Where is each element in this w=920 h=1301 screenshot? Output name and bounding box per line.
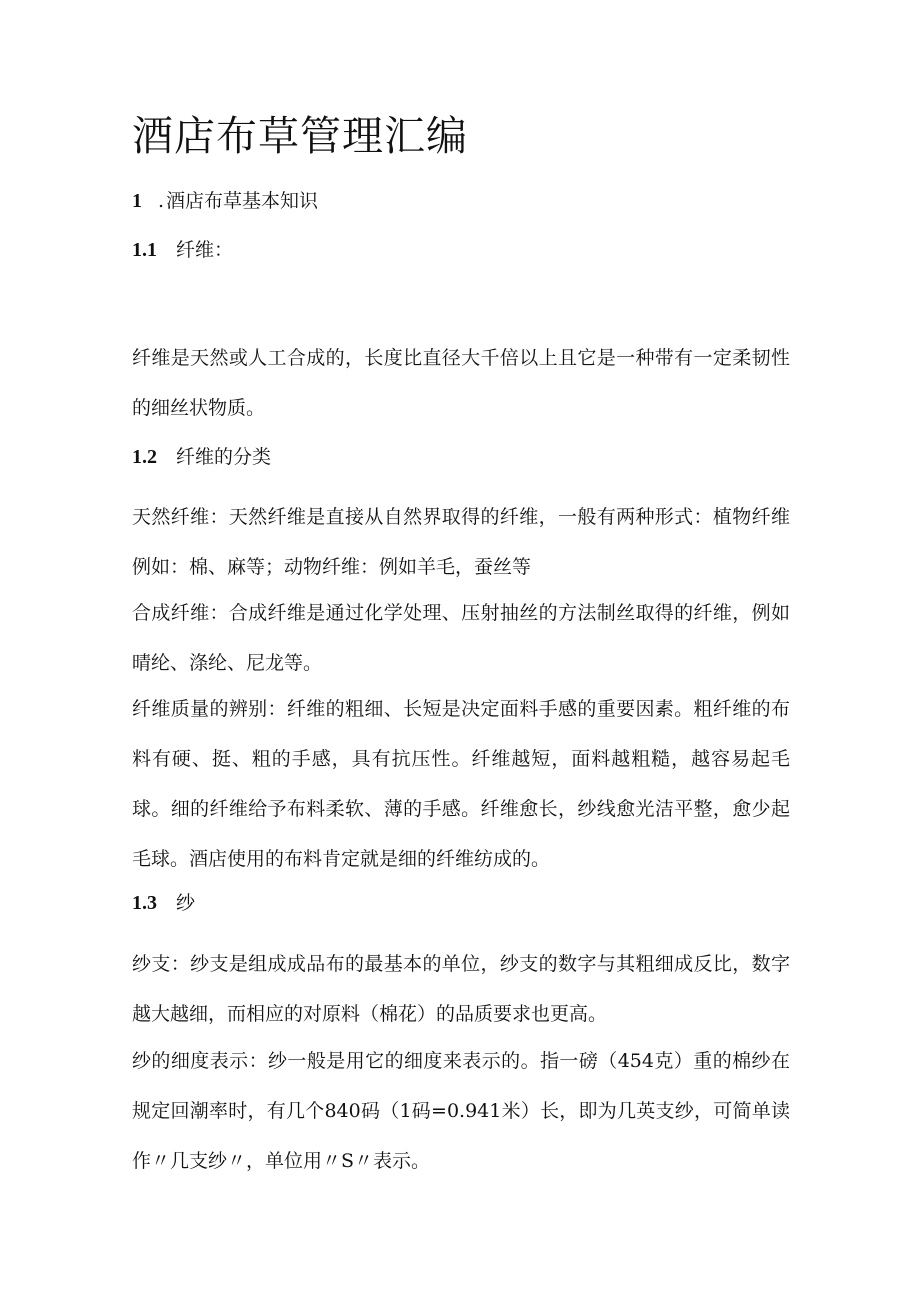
section-number-separator: . — [158, 190, 165, 212]
subsection-number: 1.2 — [132, 446, 157, 468]
section-number: 1 — [132, 190, 142, 212]
paragraph-fiber-definition: 纤维是天然或人工合成的，长度比直径大千倍以上且它是一种带有一定柔韧性的细丝状物质。 — [132, 347, 790, 419]
section-heading-text: 酒店布草基本知识 — [166, 190, 319, 212]
subsection-number: 1.1 — [132, 239, 157, 261]
paragraph-fiber-quality: 纤维质量的辨别：纤维的粗细、长短是决定面料手感的重要因素。粗纤维的布料有硬、挺、粗的手感，具有抗压性。纤维越短，面料越粗糙，越容易起毛球。细的纤维给予布料柔软、薄的手感。纤维愈长，纱线愈光洁平整，愈少起毛球。酒店使用的布料肯定就是细的纤维纺成的。 — [132, 698, 790, 870]
subsection-heading-text: 纤维的分类 — [176, 446, 272, 468]
paragraph-yarn-fineness: 纱的细度表示：纱一般是用它的细度来表示的。指一磅（454克）重的棉纱在规定回潮率时，有几个840码（1码=0.941米）长，即为几英支纱，可简单读作〃几支纱〃，单位用〃S〃表示。 — [132, 1050, 790, 1172]
subsection-heading-text: 纤维： — [176, 239, 234, 261]
paragraph-natural-fiber: 天然纤维：天然纤维是直接从自然界取得的纤维，一般有两种形式：植物纤维例如：棉、麻等；动物纤维：例如羊毛，蚕丝等 — [132, 506, 790, 578]
subsection-number: 1.3 — [132, 892, 157, 914]
subsection-heading-text: 纱 — [176, 892, 196, 914]
subsection-heading-1-1 — [132, 235, 233, 265]
section-heading-1 — [132, 186, 318, 216]
paragraph-synthetic-fiber: 合成纤维：合成纤维是通过化学处理、压射抽丝的方法制丝取得的纤维，例如晴纶、涤纶、尼龙等。 — [132, 602, 790, 674]
subsection-heading-1-3 — [132, 888, 195, 918]
document-title: 酒店布草管理汇编 — [132, 112, 468, 160]
subsection-heading-1-2 — [132, 442, 271, 472]
paragraph-yarn-count: 纱支：纱支是组成成品布的最基本的单位，纱支的数字与其粗细成反比，数字越大越细，而相应的对原料（棉花）的品质要求也更高。 — [132, 953, 790, 1025]
